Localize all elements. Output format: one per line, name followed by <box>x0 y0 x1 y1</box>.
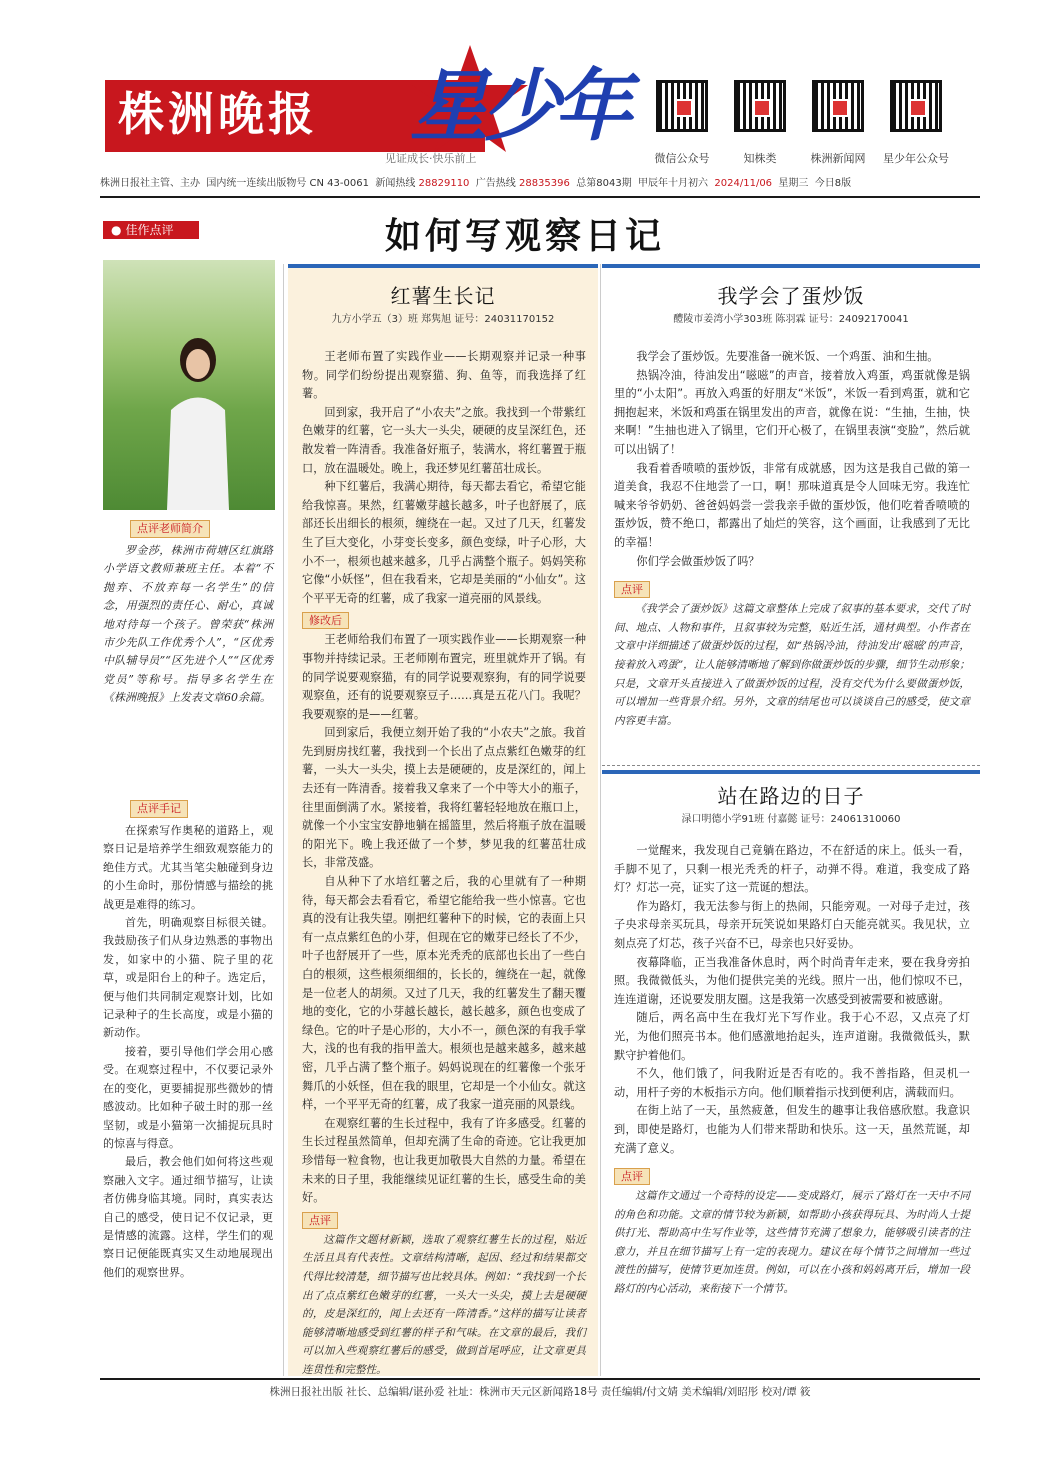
comment-heading: 点评 <box>614 581 650 598</box>
column-divider <box>600 264 601 1376</box>
comment-text: 《我学会了蛋炒饭》这篇文章整体上完成了叙事的基本要求，交代了时间、地点、人物和事件，且叙事较为完整，贴近生活，通材典型。小作者在文章中详细描述了做蛋炒饭的过程，如“热锅冷油，待油发出‘嗞嗞’的声音，接着放入鸡蛋”，让人能够清晰地了解到你做蛋炒饭的步骤，细节生动形象；只是，文章开头直接进入了做蛋炒饭的过程，没有交代为什么要做蛋炒饭，可以增加一些背景介绍。另外，文章的结尾也可以谈谈自己的感受，使文章内容更丰富。 <box>614 603 970 727</box>
date: 2024/11/06 <box>714 178 773 189</box>
article-body <box>614 842 970 1299</box>
paragraph: 夜幕降临，正当我准备休息时，两个时尚青年走来，要在我身旁拍照。我微微低头，为他们提供完美的光线。照片一出，他们惊叹不已，连连道谢，还说要发朋友圈。这是我第一次感受到被需要和被感谢。 <box>614 955 970 1006</box>
weekday: 星期三 <box>778 178 809 189</box>
paragraph: 回到家后，我便立刻开始了我的“小农夫”之旅。我首先到厨房找红薯，我找到一个长出了点点紫红色嫩芽的红薯，一头大一头尖，摸上去是硬硬的，皮是深红的，闻上去还有一阵清香。接着我又拿来了一个中等大小的瓶子，往里面倒满了水。紧接着，我将红薯轻轻地放在瓶口上，就像一个小宝宝安静地躺在摇篮里，然后将瓶子放在温暖的阳光下。晚上我还做了一个梦，梦见我的红薯茁壮成长，非常茂盛。 <box>302 726 586 870</box>
ad-hotline-label: 广告热线 <box>475 178 516 189</box>
comment-text: 这篇作文通过一个奇特的设定——变成路灯，展示了路灯在一天中不同的角色和功能。文章的情节较为新颖，如帮助小孩获得玩具、为时尚人士提供打光、帮助高中生写作业等，这些情节充满了想象力，能够吸引读者的注意力，并且在细节描写上有一定的表现力。建议在每个情节之间增加一些过渡性的描写，使情节更加连贯。例如，可以在小孩和妈妈离开后，增加一段路灯的内心活动，来衔接下一个情节。 <box>614 1190 970 1296</box>
notes-paragraph: 接着，要引导他们学会用心感受。在观察过程中，不仅要记录外在的变化，更要捕捉那些微妙的情感波动。比如种子破土时的那一丝坚韧，或是小猫第一次捕捉玩具时的惊喜与得意。 <box>103 1044 273 1150</box>
qr-code-icon[interactable] <box>890 80 942 132</box>
bio-heading: 点评老师简介 <box>130 520 210 538</box>
issn: 国内统一连续出版物号 CN 43-0061 <box>206 178 369 189</box>
paragraph: 一觉醒来，我发现自己竟躺在路边，不在舒适的床上。低头一看，手脚不见了，只剩一根光秃秃的杆子，动弹不得。难道，我变成了路灯？灯芯一亮，证实了这一荒诞的想法。 <box>614 844 970 895</box>
paragraph: 种下红薯后，我满心期待，每天都去看它，希望它能给我惊喜。果然，红薯嫩芽越长越多，叶子也舒展了，底部还长出细长的根须，缠绕在一起。又过了几天，红薯发生了巨大变化，小芽变长变多，颜色变绿，叶子心形，大小不一，根须也越来越多，几乎占满整个瓶子。妈妈笑称它像“小妖怪”，但在我看来，它却是美丽的“小仙女”。这个平平无奇的红薯，成了我家一道亮丽的风景线。 <box>302 480 586 605</box>
paragraph: 回到家，我开启了“小农夫”之旅。我找到一个带紫红色嫩芽的红薯，它一头大一头尖，硬硬的皮呈深红色，还散发着一阵清香。我准备好瓶子，装满水，将红薯置于瓶口，放在温暖处。晚上，我还梦见红薯茁壮成长。 <box>302 405 586 475</box>
news-hotline: 28829110 <box>418 178 470 189</box>
article-byline: 九方小学五（3）班 郑隽旭 证号：24031170152 <box>331 314 555 325</box>
paragraph: 王老师给我们布置了一项实践作业——长期观察一种事物并持续记录。王老师刚布置完，班里就炸开了锅。有的同学说要观察猫，有的同学说要观察狗，有的同学说要观察鱼，还有的说要观察豆子……真是五花八门。我呢？我要观察的是——红薯。 <box>302 633 586 721</box>
article-title: 红薯生长记 <box>390 284 496 308</box>
slogan: 见证成长·快乐前上 <box>385 152 477 165</box>
paragraph: 作为路灯，我无法参与街上的热闹，只能旁观。一对母子走过，孩子央求母亲买玩具，母亲开玩笑说如果路灯白天能亮就买。我见状，立刻点亮了灯芯，孩子兴奋不已，母亲也只好妥协。 <box>614 899 970 950</box>
revised-heading: 修改后 <box>302 612 349 629</box>
lunar-date: 甲辰年十月初六 <box>638 178 709 189</box>
footer-divider <box>100 1378 980 1380</box>
teacher-photo <box>103 260 275 510</box>
article-title: 我学会了蛋炒饭 <box>717 284 865 308</box>
column-divider <box>283 264 284 1376</box>
notes-paragraph: 在探索写作奥秘的道路上，观察日记是培养学生细致观察能力的绝佳方式。尤其当笔尖触碰到身边的小生命时，那份情感与描绘的挑战更是难得的练习。 <box>103 824 273 911</box>
qr-label-brand-account: 星少年公众号 <box>883 152 949 165</box>
paragraph: 王老师布置了实践作业——长期观察并记录一种事物。同学们纷纷提出观察猫、狗、鱼等，而我选择了红薯。 <box>302 350 586 401</box>
article-top-rule <box>602 770 980 774</box>
footer-credits: 株洲日报社出版 社长、总编辑/谌孙爱 社址：株洲市天元区新闻路18号 责任编辑/付文婧 美术编辑/刘昭彤 校对/谭 筱 <box>269 1386 811 1398</box>
paragraph: 自从种下了水培红薯之后，我的心里就有了一种期待，每天都会去看看它，希望它能给我一些小惊喜。它也真的没有让我失望。刚把红薯种下的时候，它的表面上只有一点点紫红色的小芽，但现在它的嫩芽已经长了不少，叶子也舒展开了一些，原本光秃秃的底部也长出了一些白白的根须，这些根须细细的，长长的，缠绕在一起，就像是一位老人的胡须。又过了几天，我的红薯发生了翻天覆地的变化，它的小芽越长越长，越长越多，颜色也变成了绿色。它的叶子是心形的，大小不一，颜色深的有我手掌大，浅的也有我的指甲盖大。根须也是越来越多，越来越密，几乎占满了整个瓶子。妈妈说现在的红薯像一个张牙舞爪的小妖怪，但在我的眼里，它却是一个小仙女。就这样，一个平平无奇的红薯，成了我家一道亮丽的风景线。 <box>302 875 586 1112</box>
comment-heading: 点评 <box>302 1212 338 1229</box>
page-count: 今日8版 <box>814 178 852 189</box>
article-byline: 醴陵市姜湾小学303班 陈羽霖 证号：24092170041 <box>673 314 909 325</box>
ad-hotline: 28835396 <box>518 178 570 189</box>
newspaper-title: 株洲晚报 <box>118 87 318 141</box>
article-byline: 渌口明德小学91班 付嘉懿 证号：24061310060 <box>681 814 901 825</box>
comment-text: 这篇作文题材新颖，选取了观察红薯生长的过程，贴近生活且具有代表性。文章结构清晰，起因、经过和结果都交代得比较清楚，细节描写也比较具体。例如：“我找到一个长出了点点紫红色嫩芽的红薯，一头大一头尖，摸上去是硬硬的，皮是深红的，闻上去还有一阵清香。”这样的描写让读者能够清晰地感受到红薯的样子和气味。在文章的最后，我们可以加入些观察红薯后的感受，做到首尾呼应，让文章更具连贯性和完整性。 <box>302 1233 586 1376</box>
article-top-rule <box>602 264 980 268</box>
info-bar <box>100 176 980 192</box>
comment-heading: 点评 <box>614 1168 650 1185</box>
paragraph: 在街上站了一天，虽然疲惫，但发生的趣事让我倍感欣慰。我意识到，即使是路灯，也能为人们带来帮助和快乐。这一天，虽然荒诞，却充满了意义。 <box>614 1104 970 1155</box>
news-hotline-label: 新闻热线 <box>375 178 416 189</box>
qr-label-wechat: 微信公众号 <box>654 152 710 165</box>
teacher-bio <box>103 542 273 708</box>
article-body <box>614 348 970 730</box>
paragraph: 随后，两名高中生在我灯光下写作业。我于心不忍，又点亮了灯光，为他们照亮书本。他们感激地抬起头，连声道谢。我微微低头，默默守护着他们。 <box>614 1011 970 1062</box>
issue-number: 总第8043期 <box>576 178 632 189</box>
page-headline: 如何写观察日记 <box>385 215 666 257</box>
teacher-figure-icon <box>163 330 233 510</box>
notes-body <box>103 822 273 1282</box>
qr-label-zhizhulei: 知株类 <box>743 152 777 165</box>
divider <box>100 196 980 198</box>
section-tag: ● 佳作点评 <box>103 221 199 239</box>
article-title: 站在路边的日子 <box>717 784 865 808</box>
qr-code-icon[interactable] <box>734 80 786 132</box>
brand-logo-text: 星少年 <box>410 61 627 152</box>
article-body <box>302 348 586 1379</box>
paragraph: 不久，他们饿了，问我附近是否有吃的。我不善指路，但灵机一动，用杆子旁的木板指示方向。他们顺着指示找到便利店，满载而归。 <box>614 1067 970 1099</box>
article-separator <box>602 765 980 766</box>
paragraph: 你们学会做蛋炒饭了吗？ <box>636 554 760 568</box>
qr-code-icon[interactable] <box>656 80 708 132</box>
notes-paragraph: 首先，明确观察目标很关键。我鼓励孩子们从身边熟悉的事物出发，如家中的小猫、院子里的花草，或是阳台上的种子。选定后，便与他们共同制定观察计划，比如记录种子的生长高度，或是小猫的新动作。 <box>103 916 273 1040</box>
publisher: 株洲日报社主管、主办 <box>100 178 200 189</box>
notes-heading: 点评手记 <box>130 800 188 818</box>
paragraph: 我看着香喷喷的蛋炒饭，非常有成就感，因为这是我自己做的第一道美食，我忍不住地尝了一口，啊！那味道真是令人回味无穷。我连忙喊来爷爷奶奶、爸爸妈妈尝一尝我亲手做的蛋炒饭，他们吃着香喷喷的蛋炒饭，赞不绝口，都露出了灿烂的笑容，这个画面，让我感到了无比的幸福！ <box>614 461 970 549</box>
paragraph: 在观察红薯的生长过程中，我有了许多感受。红薯的生长过程虽然简单，但却充满了生命的奇迹。它让我更加珍惜每一粒食物，也让我更加敬畏大自然的力量。希望在未来的日子里，我能继续见证红薯的生长，感受生命的美好。 <box>302 1116 586 1205</box>
article-top-rule <box>288 264 598 268</box>
qr-code-icon[interactable] <box>812 80 864 132</box>
notes-paragraph: 最后，教会他们如何将这些观察融入文字。通过细节描写，让读者仿佛身临其境。同时，真实表达自己的感受，使日记不仅记录，更是情感的流露。这样，学生们的观察日记便能既真实又生动地展现出他们的观察世界。 <box>103 1155 273 1279</box>
qr-label-news-site: 株洲新闻网 <box>810 152 866 165</box>
teacher-bio-text: 罗金莎，株洲市荷塘区红旗路小学语文教师兼班主任。本着“不抛弃、不放弃每一名学生”的信念，用强烈的责任心、耐心，真诚地对待每一个孩子。曾荣获“株洲市少先队工作优秀个人”，“区优秀中队辅导员”“区先进个人”“区优秀党员”等称号。指导多名学生在《株洲晚报》上发表文章60余篇。 <box>103 544 273 705</box>
paragraph: 热锅冷油，待油发出“嗞嗞”的声音，接着放入鸡蛋，鸡蛋就像是锅里的“小太阳”。再放入鸡蛋的好朋友“米饭”，米饭一看到鸡蛋，就和它拥抱起来，米饭和鸡蛋在锅里发出的声音，就像在说：“生抽，生抽，快来啊！”生抽也进入了锅里，它们开心极了，在锅里表演“变脸”，然后就可以出锅了！ <box>614 368 970 456</box>
paragraph: 我学会了蛋炒饭。先要准备一碗米饭、一个鸡蛋、油和生抽。 <box>636 350 939 363</box>
